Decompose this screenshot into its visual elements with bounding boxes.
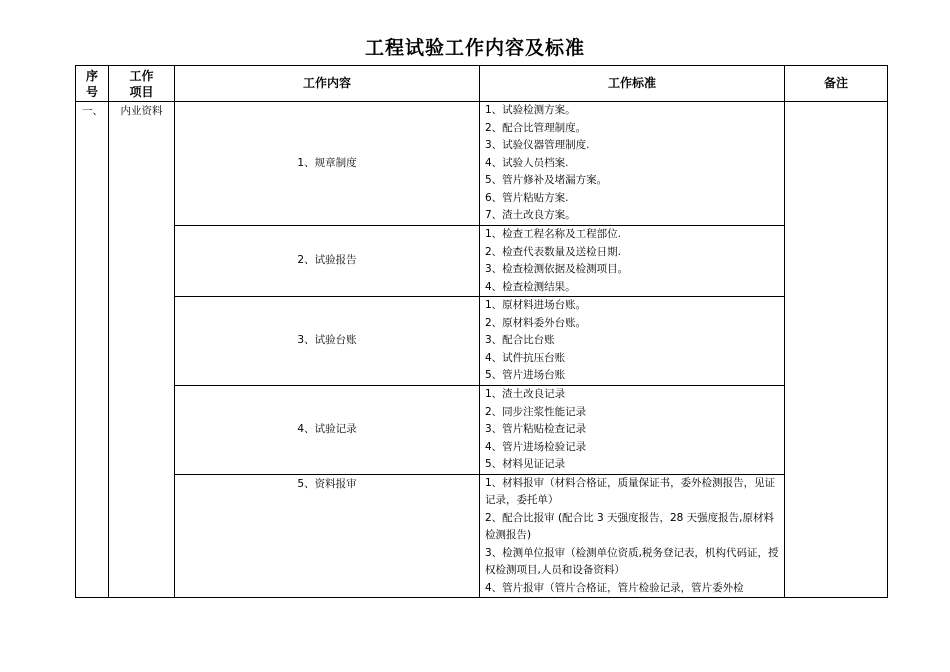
remark-cell [785,102,888,598]
standard-item: 4、试件抗压台账 [485,351,566,364]
header-seq: 序号 [76,66,109,102]
standard-item: 2、配合比报审 (配合比 3 天强度报告，28 天强度报告,原材料检测报告) [485,511,775,541]
standard-item: 7、渣土改良方案。 [485,209,576,222]
standard-item: 3、配合比台账 [485,334,555,347]
standards-table [75,65,888,598]
header-content: 工作内容 [175,66,480,102]
standard-item: 4、管片报审（管片合格证，管片检验记录，管片委外检 [485,581,744,594]
standard-cell [480,474,785,597]
standard-item: 1、原材料进场台账。 [485,299,587,312]
content-cell: 5、资料报审 [175,474,480,597]
standard-item: 4、检查检测结果。 [485,280,576,293]
standard-item: 4、试验人员档案. [485,156,569,169]
standard-cell [480,386,785,475]
standard-cell [480,102,785,226]
standard-item: 3、检查检测依据及检测项目。 [485,263,629,275]
section-project: 内业资料 [109,102,175,598]
standard-item: 3、检测单位报审（检测单位资质,税务登记表，机构代码证，授权检测项目,人员和设备资料） [485,546,779,576]
content-cell: 4、试验记录 [175,386,480,475]
document-title: 工程试验工作内容及标准 [364,37,585,59]
standard-item: 2、配合比管理制度。 [485,121,587,134]
content-cell: 1、规章制度 [175,102,480,226]
standard-item: 5、管片进场台账 [485,369,566,382]
header-project: 工作项目 [109,66,175,102]
content-cell: 3、试验台账 [175,297,480,386]
standard-cell [480,226,785,297]
standard-item: 1、材料报审（材料合格证，质量保证书，委外检测报告，见证记录，委托单） [485,476,776,506]
standard-item: 2、原材料委外台账。 [485,316,587,329]
standard-item: 2、同步注浆性能记录 [485,405,587,418]
section-seq: 一、 [76,102,109,598]
standard-item: 3、试验仪器管理制度. [485,139,590,152]
standard-item: 6、管片粘贴方案. [485,191,569,204]
content-cell: 2、试验报告 [175,226,480,297]
standard-item: 1、渣土改良记录 [485,388,566,400]
standard-item: 3、管片粘贴检查记录 [485,423,587,435]
header-standard: 工作标准 [480,66,785,102]
standard-item: 1、试验检测方案。 [485,104,576,117]
standard-item: 4、管片进场检验记录 [485,440,587,453]
standard-cell [480,297,785,386]
standard-item: 5、材料见证记录 [485,458,566,470]
standard-item: 5、管片修补及堵漏方案。 [485,174,608,187]
header-remark: 备注 [785,66,888,102]
standard-item: 2、检查代表数量及送检日期. [485,245,622,258]
standard-item: 1、检查工程名称及工程部位. [485,228,622,240]
